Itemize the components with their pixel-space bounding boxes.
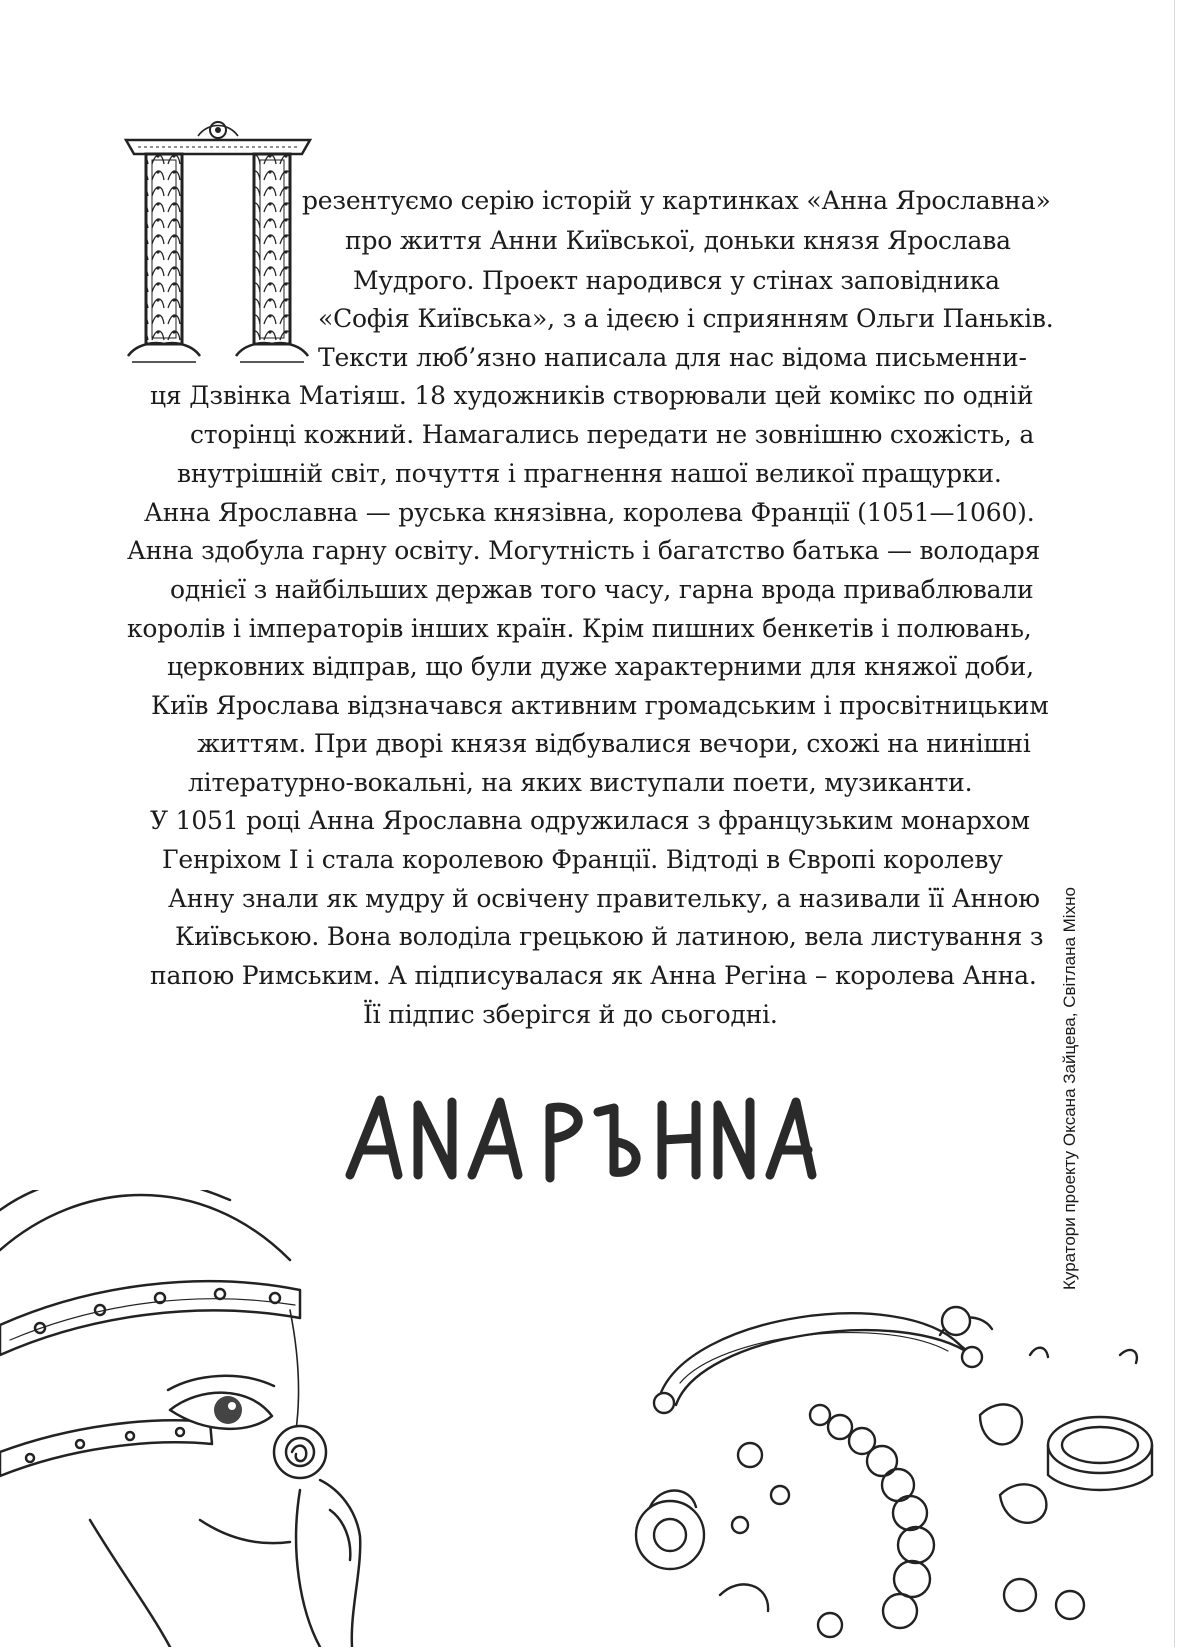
text-line: внутрішній світ, почуття і прагнення нашої великої пращурки.: [177, 459, 1002, 488]
text-line: Анну знали як мудру й освічену правительку, а називали її Анною: [168, 884, 1040, 913]
text-line: резентуємо серію історій у картинках «Анна Ярославна»: [302, 186, 1051, 215]
text-line: Київською. Вона володіла грецькою й латиною, вела листування з: [175, 922, 1044, 951]
text-line: про життя Анни Київської, доньки князя Ярослава: [345, 226, 1011, 255]
text-line: У 1051 році Анна Ярославна одружилася з французьким монархом: [150, 806, 1030, 835]
signature-image: [340, 1080, 820, 1190]
text-line: ця Дзвінка Матіяш. 18 художників створювали цей комікс по одній: [150, 381, 1034, 410]
ornamental-drop-cap: [118, 118, 318, 368]
text-line: однієї з найбільших держав того часу, гарна врода приваблювали: [170, 575, 1034, 604]
page-edge: [1174, 0, 1175, 1647]
text-line: «Софія Київська», з а ідеєю і сприянням Ольги Паньків.: [318, 304, 1054, 333]
girl-illustration: [0, 1190, 560, 1647]
curators-credit: [1060, 887, 1079, 1291]
text-line: Тексти люб’язно написала для нас відома письменни-: [318, 343, 1027, 372]
jewelry-illustration: [600, 1295, 1160, 1647]
text-line: королів і імператорів інших країн. Крім пишних бенкетів і полювань,: [127, 614, 1032, 643]
text-line: літературно-вокальні, на яких виступали поети, музиканти.: [188, 768, 973, 797]
curators-text: Куратори проекту Оксана Зайцева, Світлана Міхно: [1060, 887, 1079, 1290]
text-line: Анна Ярославна — руська князівна, королева Франції (1051—1060).: [144, 498, 1035, 527]
text-line: Генріхом І і стала королевою Франції. Відтоді в Європі королеву: [162, 845, 1003, 874]
text-line: сторінці кожний. Намагались передати не зовнішню схожість, а: [190, 420, 1035, 449]
text-line: Анна здобула гарну освіту. Могутність і багатство батька — володаря: [127, 536, 1041, 565]
text-line: Її підпис зберігся й до сьогодні.: [363, 1000, 778, 1029]
text-line: Мудрого. Проект народився у стінах заповідника: [353, 266, 1000, 295]
text-line: папою Римським. А підписувалася як Анна Регіна – королева Анна.: [150, 961, 1037, 990]
text-line: церковних відправ, що були дуже характерними для княжої доби,: [167, 652, 1034, 681]
text-line: життям. При дворі князя відбувалися вечори, схожі на нинішні: [197, 729, 1031, 758]
text-line: Київ Ярослава відзначався активним громадським і просвітницьким: [151, 691, 1049, 720]
